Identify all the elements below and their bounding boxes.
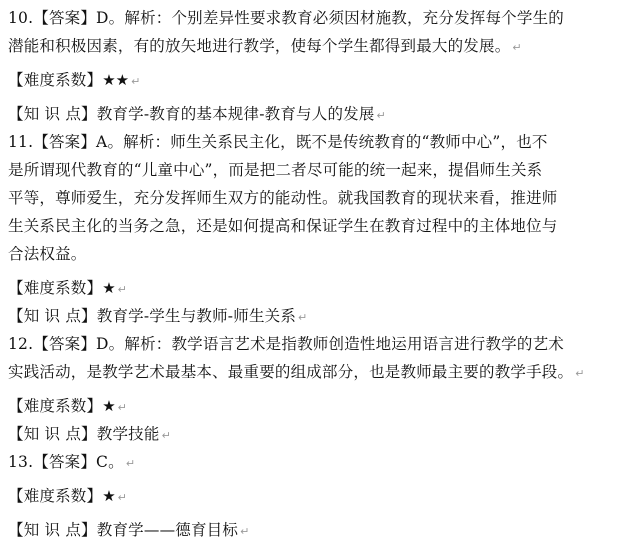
difficulty-11 [8,274,613,302]
knowledge-point-10 [8,100,613,128]
knowledge-value: 教育学-教育的基本规律-教育与人的发展 [96,105,375,123]
knowledge-label: 【知 识 点】 [8,521,97,539]
answer-text: 10.【答案】D。解析：个别差异性要求教育必须因材施教，充分发挥每个学生的 [8,9,564,27]
paragraph-mark: ↵ [161,429,171,442]
answer-11-line-1 [8,128,613,156]
answer-text: 潜能和积极因素，有的放矢地进行教学，使每个学生都得到最大的发展。 [8,37,511,55]
knowledge-point-12 [8,420,613,448]
answer-11-line-4 [8,212,613,240]
knowledge-label: 【知 识 点】 [8,307,97,325]
answer-text: 是所谓现代教育的“儿童中心”，而是把二者尽可能的统一起来，提倡师生关系 [8,161,543,179]
paragraph-mark: ↵ [298,311,308,324]
difficulty-label: 【难度系数】 [8,279,103,297]
answer-text: 12.【答案】D。解析：教学语言艺术是指教师创造性地运用语言进行教学的艺术 [8,335,564,353]
paragraph-mark: ↵ [131,75,141,88]
answer-13-line-1 [8,448,613,476]
difficulty-12 [8,392,613,420]
knowledge-value: 教学技能 [96,425,160,443]
answer-11-line-5 [8,240,613,268]
difficulty-stars: ★ [102,487,116,505]
answer-text: 合法权益。 [8,245,87,263]
difficulty-stars: ★ [102,279,116,297]
answer-text: 11.【答案】A。解析：师生关系民主化，既不是传统教育的“教师中心”，也不 [8,133,548,151]
answer-text: 实践活动，是教学艺术最基本、最重要的组成部分，也是教师最主要的教学手段。 [8,363,574,381]
difficulty-stars: ★ [102,397,116,415]
paragraph-mark: ↵ [117,401,128,414]
difficulty-stars: ★★ [102,71,130,89]
answer-text: 13.【答案】C。 [8,453,124,471]
paragraph-mark: ↵ [117,491,128,504]
answer-text: 生关系民主化的当务之急，还是如何提高和保证学生在教育过程中的主体地位与 [8,217,558,235]
answer-10-line-1 [8,4,613,32]
paragraph-mark: ↵ [125,457,136,470]
answer-text: 平等，尊师爱生，充分发挥师生双方的能动性。就我国教育的现状来看，推进师 [8,189,558,207]
answer-12-line-1 [8,330,613,358]
paragraph-mark: ↵ [512,41,522,54]
difficulty-label: 【难度系数】 [8,71,103,89]
answer-11-line-2 [8,156,613,184]
paragraph-mark: ↵ [117,283,128,296]
knowledge-label: 【知 识 点】 [8,425,97,443]
paragraph-mark: ↵ [376,109,386,122]
document-body [8,4,613,544]
answer-11-line-3 [8,184,613,212]
paragraph-mark: ↵ [240,525,250,538]
answer-12-line-2 [8,358,613,386]
knowledge-value: 教育学-学生与教师-师生关系 [96,307,297,325]
paragraph-mark: ↵ [575,367,585,380]
difficulty-10 [8,66,613,94]
knowledge-point-11 [8,302,613,330]
knowledge-label: 【知 识 点】 [8,105,97,123]
knowledge-value: 教育学——德育目标 [96,521,239,539]
knowledge-point-13 [8,516,613,544]
difficulty-label: 【难度系数】 [8,397,103,415]
answer-10-line-2 [8,32,613,60]
difficulty-label: 【难度系数】 [8,487,103,505]
difficulty-13 [8,482,613,510]
